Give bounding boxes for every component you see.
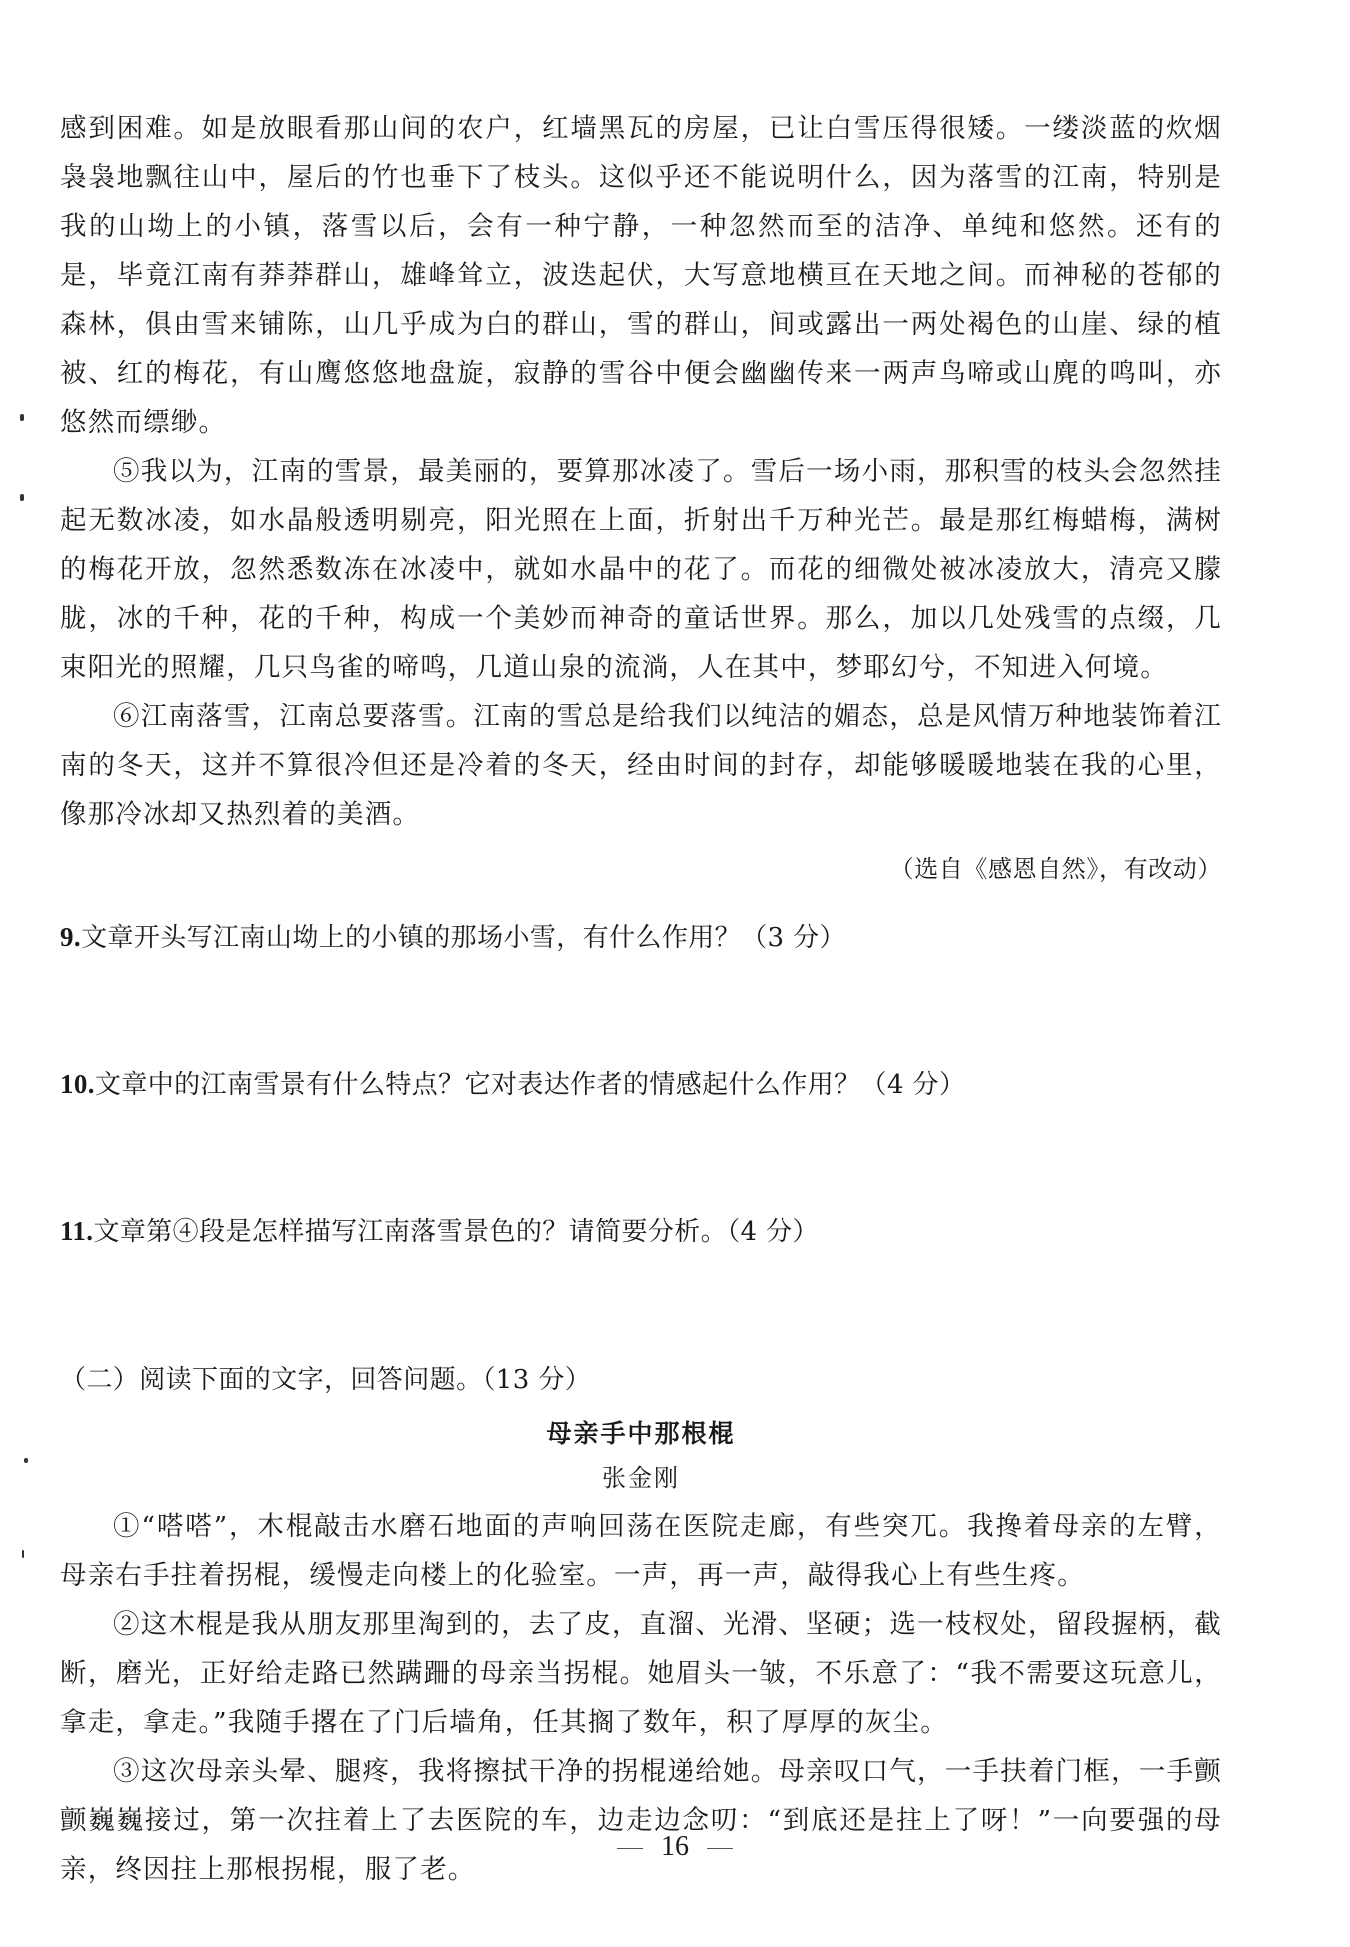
article-paragraph-2: ②这木棍是我从朋友那里淘到的，去了皮，直溜、光滑、坚硬；选一枝杈处，留段握柄，截断，磨光，正好给走路已然蹒跚的母亲当拐棍。她眉头一皱，不乐意了：“我不需要这玩意儿，拿走，拿走。”我随手撂在了门后墙角，任其搁了数年，积了厚厚的灰尘。 bbox=[60, 1609, 1222, 1738]
passage-source: （选自《感恩自然》，有改动） bbox=[889, 855, 1222, 883]
passage-paragraph-6: ⑥江南落雪，江南总要落雪。江南的雪总是给我们以纯洁的媚态，总是风情万种地装饰着江南的冬天，这并不算很冷但还是冷着的冬天，经由时间的封存，却能够暖暖地装在我的心里，像那冷冰却又热烈着的美酒。 bbox=[60, 701, 1222, 830]
question-10 bbox=[60, 1062, 1222, 1107]
page-number: 16 bbox=[661, 1831, 689, 1862]
question-text: 文章第④段是怎样描写江南落雪景色的？请简要分析。（4 分） bbox=[93, 1217, 819, 1247]
margin-mark bbox=[22, 1550, 24, 1558]
page-footer bbox=[0, 1830, 1350, 1864]
footer-dash bbox=[617, 1848, 643, 1849]
footer-dash bbox=[707, 1848, 733, 1849]
section-2-heading: （二）阅读下面的文字，回答问题。（13 分） bbox=[60, 1365, 592, 1395]
margin-mark bbox=[24, 1458, 28, 1463]
article-paragraph-1: ①“嗒嗒”，木棍敲击水磨石地面的声响回荡在医院走廊，有些突兀。我搀着母亲的左臂，母亲右手拄着拐棍，缓慢走向楼上的化验室。一声，再一声，敲得我心上有些生疼。 bbox=[60, 1511, 1222, 1591]
passage-paragraph-continued: 感到困难。如是放眼看那山间的农户，红墙黑瓦的房屋，已让白雪压得很矮。一缕淡蓝的炊烟袅袅地飘往山中，屋后的竹也垂下了枝头。这似乎还不能说明什么，因为落雪的江南，特别是我的山坳上的小镇，落雪以后，会有一种宁静，一种忽然而至的洁净、单纯和悠然。还有的是，毕竟江南有莽莽群山，雄峰耸立，波迭起伏，大写意地横亘在天地之间。而神秘的苍郁的森林，俱由雪来铺陈，山几乎成为白的群山，雪的群山，间或露出一两处褐色的山崖、绿的植被、红的梅花，有山鹰悠悠地盘旋，寂静的雪谷中便会幽幽传来一两声鸟啼或山麂的鸣叫，亦悠然而缥缈。 bbox=[60, 113, 1222, 438]
article-author: 张金刚 bbox=[602, 1464, 680, 1492]
question-9 bbox=[60, 915, 1222, 960]
question-number: 9. bbox=[60, 922, 82, 952]
question-11 bbox=[60, 1209, 1222, 1254]
article-paragraph-3: ③这次母亲头晕、腿疼，我将擦拭干净的拐棍递给她。母亲叹口气，一手扶着门框，一手颤颤巍巍接过，第一次拄着上了去医院的车，边走边念叨：“到底还是拄上了呀！”一向要强的母亲，终因拄上那根拐棍，服了老。 bbox=[60, 1756, 1222, 1885]
question-text: 文章中的江南雪景有什么特点？它对表达作者的情感起什么作用？（4 分） bbox=[94, 1070, 966, 1100]
question-number: 11. bbox=[60, 1216, 94, 1246]
question-text: 文章开头写江南山坳上的小镇的那场小雪，有什么作用？（3 分） bbox=[81, 923, 846, 953]
question-number: 10. bbox=[60, 1069, 95, 1099]
article-title: 母亲手中那根棍 bbox=[546, 1419, 736, 1448]
page-content bbox=[60, 104, 1222, 1894]
margin-mark bbox=[20, 414, 24, 421]
margin-mark bbox=[20, 494, 24, 501]
passage-paragraph-5: ⑤我以为，江南的雪景，最美丽的，要算那冰凌了。雪后一场小雨，那积雪的枝头会忽然挂起无数冰凌，如水晶般透明剔亮，阳光照在上面，折射出千万种光芒。最是那红梅蜡梅，满树的梅花开放，忽然悉数冻在冰凌中，就如水晶中的花了。而花的细微处被冰凌放大，清亮又朦胧，冰的千种，花的千种，构成一个美妙而神奇的童话世界。那么，加以几处残雪的点缀，几束阳光的照耀，几只鸟雀的啼鸣，几道山泉的流淌，人在其中，梦耶幻兮，不知进入何境。 bbox=[60, 456, 1222, 683]
